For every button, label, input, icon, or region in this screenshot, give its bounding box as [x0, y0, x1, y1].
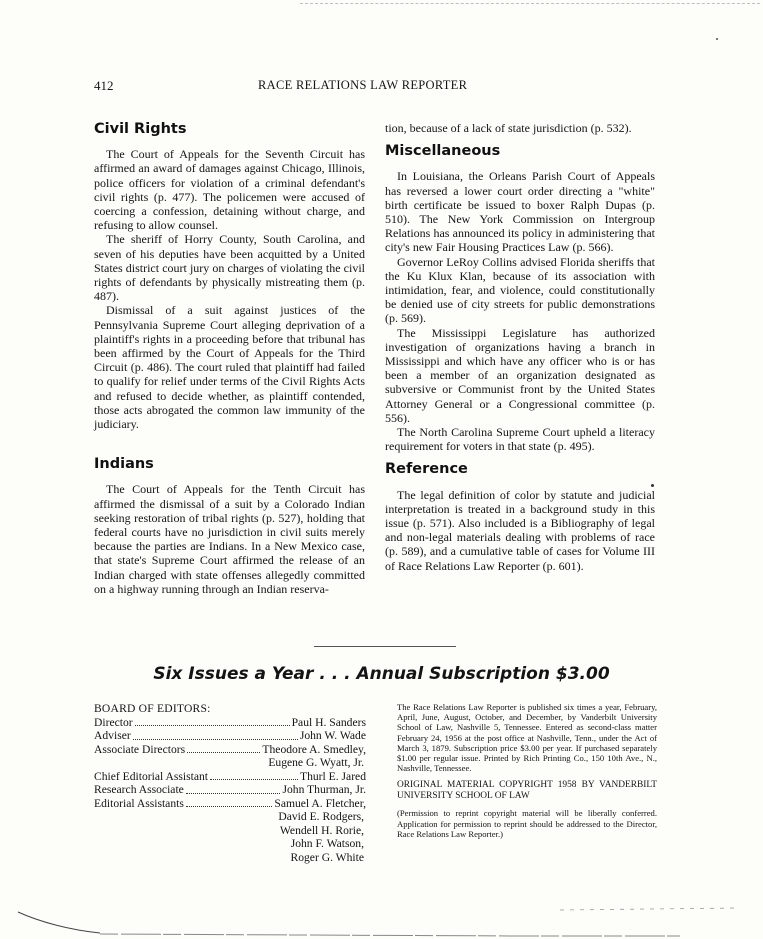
board-row	[94, 716, 366, 730]
civil-rights-paragraph: The Court of Appeals for the Seventh Circuit has affirmed an award of damages against Chicago, Illinois, police officers for violation of a criminal defendant's civil rights (p. 477). The policemen were accused of coercing a confession, detaining without charge, and refusing to allow counsel.	[94, 147, 365, 233]
section-title-miscellaneous: Miscellaneous	[385, 143, 501, 160]
publication-info	[397, 702, 657, 839]
board-member: David E. Rodgers,	[278, 810, 364, 823]
scan-edge-dashes	[300, 3, 760, 4]
board-role: Associate Directors	[94, 742, 186, 756]
civil-rights-paragraph: Dismissal of a suit against justices of the Pennsylvania Supreme Court alleging deprivation of a plaintiff's rights in a proceeding before that tribunal has been affirmed by the Court of Appeals for the Third Circuit (p. 486). The court ruled that plaintiff had failed to qualify for relief under terms of the Civil Rights Acts and refused to decide whether, as plaintiff contended, those acts abrogated the common law immunity of the judiciary.	[94, 303, 365, 432]
civil-rights-paragraph: The sheriff of Horry County, South Carolina, and seven of his deputies have been acquitted by a United States district court jury on charges of violating the civil rights of defendants by physically mistreating them (p. 487).	[94, 232, 365, 304]
board-row	[94, 797, 366, 811]
board-member: John Thurman, Jr.	[282, 783, 366, 796]
board-role: Adviser	[94, 729, 131, 742]
reprint-permission: (Permission to reprint copyright material will be liberally conferred. Application for permission to reprint should be addressed to the Director, Race Relations Law Reporter.)	[397, 808, 657, 839]
board-role: Chief Editorial Assistant	[94, 769, 208, 783]
board-member: John W. Wade	[299, 729, 366, 742]
leader-dots	[186, 806, 273, 807]
section-divider	[314, 646, 456, 647]
board-row	[94, 770, 366, 784]
indians-paragraph-continued: tion, because of a lack of state jurisdiction (p. 532).	[385, 121, 632, 135]
publication-notice: The Race Relations Law Reporter is published six times a year, February, April, June, August, October, and December, by Vanderbilt University School of Law, Nashville 5, Tennessee. Entered as second-class matter February 24, 1956 at the post office at Nashville, Tenn., under the Act of March 3, 1879. Subscription price $3.00 per year. If purchased separately $1.00 per regular issue. Printed by Rich Printing Co., 150 10th Ave., N., Nashville, Tennessee.	[397, 702, 657, 774]
leader-dots	[187, 752, 260, 753]
subscription-banner: Six Issues a Year . . . Annual Subscription $3.00	[153, 664, 610, 684]
left-column	[94, 112, 365, 596]
board-role: Editorial Assistants	[94, 796, 184, 810]
section-title-reference: Reference	[385, 461, 468, 478]
board-title: BOARD OF EDITORS:	[94, 702, 211, 715]
indians-paragraph: The Court of Appeals for the Tenth Circuit has affirmed the dismissal of a suit by a Colorado Indian seeking restoration of tribal rights (p. 527), holding that federal courts have no jurisdiction in civil suits merely because the parties are Indians. In a New Mexico case, that state's Supreme Court affirmed the release of an Indian charged with state offenses allegedly committed on a highway running through an Indian reserva-	[94, 482, 365, 596]
board-member: John F. Watson,	[290, 837, 364, 850]
board-member: Theodore A. Smedley,	[262, 742, 366, 756]
leader-dots	[135, 725, 290, 726]
leader-dots	[133, 739, 298, 740]
right-column	[385, 121, 655, 573]
reference-paragraph: The legal definition of color by statute and judicial interpretation is treated in a background study in this issue (p. 571). Also included is a Bibliography of legal and non-legal materials dealing with problems of race (p. 589), and a cumulative table of cases for Volume III of Race Relations Law Reporter (p. 601).	[385, 487, 655, 573]
board-row	[94, 729, 366, 743]
miscellaneous-paragraph: The Mississippi Legislature has authorized investigation of organizations having a branch in Mississippi and which have any officer who is or has been a member of an organization designated as subversive or Communist front by the United States Attorney General or a Congressional committee (p. 556).	[385, 325, 655, 425]
leader-dots	[210, 779, 298, 780]
miscellaneous-paragraph: Governor LeRoy Collins advised Florida sheriffs that the Ku Klux Klan, because of its association with intimidation, fear, and violence, could constitutionally be denied use of city streets for public demonstrations (p. 569).	[385, 254, 655, 326]
board-row	[94, 743, 366, 757]
board-member: Samuel A. Fletcher,	[274, 796, 366, 810]
scan-edge-lines	[0, 880, 763, 939]
board-member: Paul H. Sanders	[291, 715, 366, 729]
miscellaneous-paragraph: The North Carolina Supreme Court upheld a literacy requirement for voters in that state (p. 495).	[385, 425, 655, 454]
page-number: 412	[94, 78, 114, 93]
board-member: Roger G. White	[290, 850, 364, 864]
board-member: Thurl E. Jared	[300, 769, 366, 783]
board-of-editors	[94, 702, 366, 864]
board-member: Eugene G. Wyatt, Jr.	[268, 756, 364, 769]
board-row	[94, 783, 366, 797]
section-title-indians: Indians	[94, 456, 154, 473]
leader-dots	[186, 793, 281, 794]
copyright-notice: ORIGINAL MATERIAL COPYRIGHT 1958 BY VANDERBILT UNIVERSITY SCHOOL OF LAW	[397, 780, 657, 802]
board-role: Research Associate	[94, 783, 184, 796]
board-member: Wendell H. Rorie,	[279, 823, 364, 837]
board-role: Director	[94, 715, 133, 729]
section-title-civil-rights: Civil Rights	[94, 121, 187, 137]
miscellaneous-paragraph: In Louisiana, the Orleans Parish Court of Appeals has reversed a lower court order directing a "white" birth certificate be issued to boxer Ralph Dupas (p. 510). The New York Commission on Intergroup Relations has announced its policy in administering that city's new Fair Housing Practices Law (p. 566).	[385, 169, 655, 255]
running-title: RACE RELATIONS LAW REPORTER	[258, 78, 468, 92]
scan-speck	[716, 38, 718, 40]
stray-dot	[651, 484, 654, 487]
